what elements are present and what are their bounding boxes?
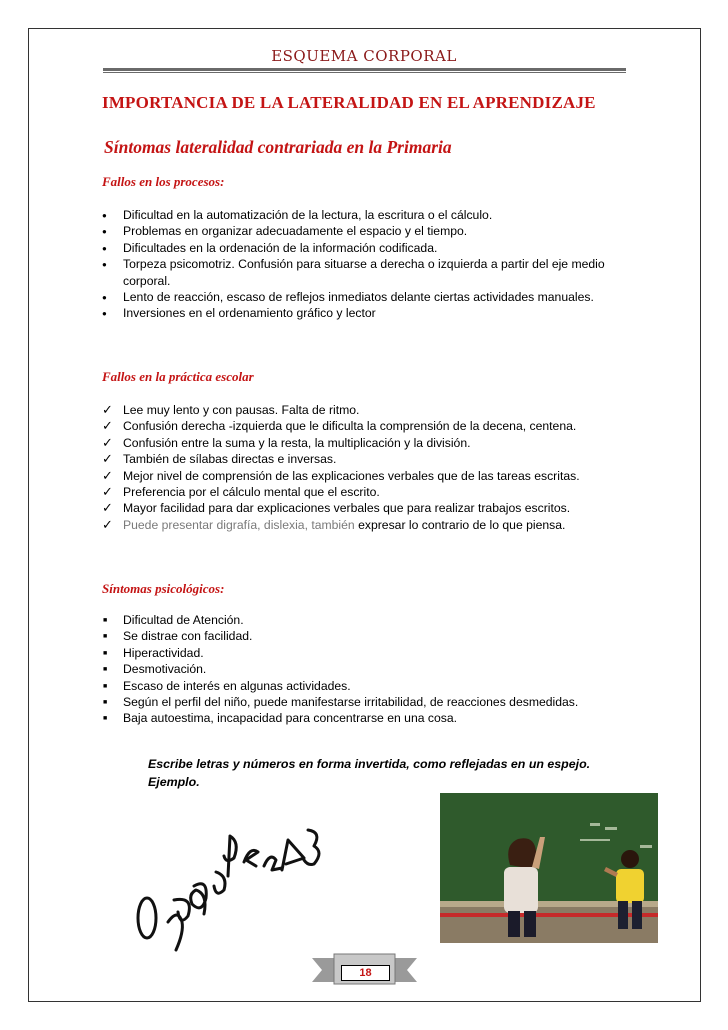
list-item: ● Lento de reacción, escaso de reflejos inmediatos delante ciertas actividades manuales. [102, 289, 632, 305]
handwriting-stroke [282, 840, 304, 870]
list-item: ✓ Mejor nivel de comprensión de las explicaciones verbales que de las tareas escritas. [102, 468, 632, 484]
section-title-psicologicos: Síntomas psicológicos: [102, 581, 225, 596]
list-item: ● Torpeza psicomotriz. Confusión para situarse a derecha o izquierda a partir del eje medio corporal. [102, 256, 632, 289]
list-item: ✓ También de sílabas directas e inversas. [102, 451, 632, 467]
list-item: ✓ Lee muy lento y con pausas. Falta de ritmo. [102, 402, 632, 418]
example-note [148, 755, 590, 791]
list-item: ● Inversiones en el ordenamiento gráfico y lector [102, 305, 632, 321]
handwriting-stroke [304, 830, 319, 865]
child-shirt [504, 867, 538, 913]
check-mark-icon [102, 435, 116, 451]
chalk-mark [590, 823, 600, 826]
child-leg [508, 911, 520, 937]
list-item: ✓ Mayor facilidad para dar explicaciones verbales que para realizar trabajos escritos. [102, 500, 632, 516]
handwriting-stroke [138, 898, 156, 938]
list-psicologicos [102, 612, 632, 727]
handwriting-stroke [244, 850, 258, 866]
check-mark-icon [102, 418, 116, 434]
mirror-writing-illustration [130, 790, 330, 960]
example-note-line: Escribe letras y números en forma invertida, como reflejadas en un espejo. [148, 757, 591, 771]
check-mark-icon [102, 468, 116, 484]
section-title-practica: Fallos en la práctica escolar [102, 369, 254, 384]
list-item: ■ Baja autoestima, incapacidad para concentrarse en una cosa. [102, 710, 632, 726]
handwriting-stroke [264, 857, 282, 870]
check-mark-icon [102, 402, 116, 418]
page-number: 18 [341, 965, 390, 981]
chalk-mark [580, 839, 610, 841]
list-item: ■ Se distrae con facilidad. [102, 628, 632, 644]
list-item: ● Problemas en organizar adecuadamente el espacio y el tiempo. [102, 223, 632, 239]
classroom-photo [440, 793, 658, 943]
chalk-mark [640, 845, 652, 848]
check-mark-icon [102, 484, 116, 500]
list-item: ● Dificultad en la automatización de la lectura, la escritura o el cálculo. [102, 207, 632, 223]
child-yellow-shirt [616, 869, 644, 903]
header-rule [103, 68, 626, 73]
list-item: ■ Según el perfil del niño, puede manifestarse irritabilidad, de reacciones desmedidas. [102, 694, 632, 710]
list-item: ✓ Confusión derecha -izquierda que le dificulta la comprensión de la decena, centena. [102, 418, 632, 434]
check-mark-icon [102, 451, 116, 467]
child-leg [632, 901, 642, 929]
list-item: ● Dificultades en la ordenación de la información codificada. [102, 240, 632, 256]
list-practica [102, 402, 632, 533]
handwriting-stroke [191, 884, 207, 914]
list-item: ✓ Puede presentar digrafía, dislexia, también expresar lo contrario de lo que piensa. [102, 517, 632, 533]
handwriting-stroke [224, 836, 236, 876]
handwriting-stroke [214, 872, 225, 893]
child-leg [524, 911, 536, 937]
handwriting-stroke [174, 899, 189, 920]
list-item: ✓ Preferencia por el cálculo mental que el escrito. [102, 484, 632, 500]
header-title: ESQUEMA CORPORAL [271, 47, 457, 65]
child-leg [618, 901, 628, 929]
chalk-mark [605, 827, 617, 830]
bullet-icon [102, 256, 116, 274]
main-title: IMPORTANCIA DE LA LATERALIDAD EN EL APRENDIZAJE [102, 93, 596, 112]
section-title-procesos: Fallos en los procesos: [102, 174, 225, 189]
list-item: ■ Dificultad de Atención. [102, 612, 632, 628]
list-item: ✓ Confusión entre la suma y la resta, la multiplicación y la división. [102, 435, 632, 451]
square-bullet-icon [102, 710, 116, 729]
child-head [621, 850, 639, 868]
bullet-icon [102, 305, 116, 323]
list-item: ■ Desmotivación. [102, 661, 632, 677]
child-hair [508, 838, 536, 869]
list-procesos [102, 207, 632, 322]
subtitle: Síntomas lateralidad contrariada en la Primaria [104, 137, 452, 157]
list-item: ■ Hiperactividad. [102, 645, 632, 661]
list-item: ■ Escaso de interés en algunas actividades. [102, 678, 632, 694]
check-mark-icon [102, 517, 116, 533]
example-note-label: Ejemplo. [148, 775, 200, 789]
check-mark-icon [102, 500, 116, 516]
